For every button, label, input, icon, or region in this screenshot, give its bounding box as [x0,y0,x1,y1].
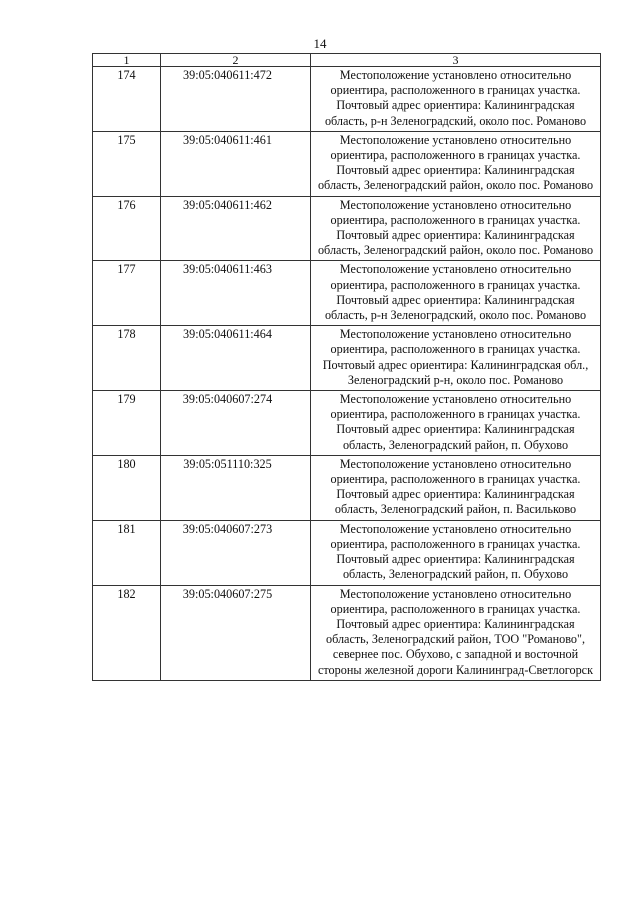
table-row [93,67,601,132]
description-line: Почтовый адрес ориентира: Калининградская [336,487,575,502]
description-line: ориентира, расположенного в границах участка. [330,83,581,98]
location-description [311,455,601,520]
description-line: ориентира, расположенного в границах участка. [330,536,581,551]
row-number: 175 [93,131,161,196]
cadastral-number: 39:05:040607:273 [161,520,311,585]
location-description [311,326,601,391]
table-row [93,455,601,520]
row-number: 181 [93,520,161,585]
description-line: область, р-н Зеленоградский, около пос. Романово [324,113,587,128]
description-line: Почтовый адрес ориентира: Калининградская [336,163,575,178]
description-line: Почтовый адрес ориентира: Калининградская [336,98,575,113]
description-line: Почтовый адрес ориентира: Калининградская [336,616,575,631]
description-line: ориентира, расположенного в границах участка. [330,342,581,357]
row-number: 179 [93,391,161,456]
description-line: Местоположение установлено относительно [339,586,572,601]
description-line: ориентира, расположенного в границах участка. [330,148,581,163]
cadastral-number: 39:05:040611:463 [161,261,311,326]
cadastral-number: 39:05:040607:274 [161,391,311,456]
description-line: ориентира, расположенного в границах участка. [330,212,581,227]
description-line: стороны железной дороги Калининград-Светлогорск [317,662,594,677]
row-number: 182 [93,585,161,680]
description-line: Местоположение установлено относительно [339,456,572,471]
description-line: севернее пос. Обухово, с западной и восточной [332,647,579,662]
row-number: 177 [93,261,161,326]
description-line: область, Зеленоградский район, около пос. Романово [317,178,594,193]
description-line: Местоположение установлено относительно [339,68,572,82]
description-line: Местоположение установлено относительно [339,262,572,277]
column-header-cadastral: 2 [161,54,311,67]
description-line: Местоположение установлено относительно [339,132,572,147]
cadastral-number: 39:05:040607:275 [161,585,311,680]
location-description [311,131,601,196]
column-header-description: 3 [311,54,601,67]
description-line: Почтовый адрес ориентира: Калининградская [336,228,575,243]
description-line: Почтовый адрес ориентира: Калининградская [336,422,575,437]
table-row [93,585,601,680]
table-row [93,261,601,326]
description-line: Почтовый адрес ориентира: Калининградская [336,552,575,567]
row-number: 180 [93,455,161,520]
table-row [93,196,601,261]
cadastral-number: 39:05:051110:325 [161,455,311,520]
description-line: область, Зеленоградский район, около пос. Романово [317,243,594,258]
page-number: 14 [313,36,327,51]
description-line: область, Зеленоградский район, п. Обухово [342,437,569,452]
description-line: Местоположение установлено относительно [339,197,572,212]
location-description [311,261,601,326]
table-row [93,391,601,456]
description-line: Почтовый адрес ориентира: Калининградская [336,292,575,307]
cadastral-number: 39:05:040611:464 [161,326,311,391]
row-number: 178 [93,326,161,391]
cadastral-number: 39:05:040611:462 [161,196,311,261]
location-description [311,67,601,132]
location-description [311,391,601,456]
location-description [311,196,601,261]
row-number: 176 [93,196,161,261]
description-line: область, р-н Зеленоградский, около пос. Романово [324,308,587,323]
cadastral-number: 39:05:040611:472 [161,67,311,132]
cadastral-number: 39:05:040611:461 [161,131,311,196]
table-row [93,520,601,585]
description-line: область, Зеленоградский район, ТОО "Романово", [325,632,586,647]
description-line: область, Зеленоградский район, п. Васильково [334,502,577,517]
description-line: Местоположение установлено относительно [339,327,572,342]
table-header-row [93,54,601,67]
description-line: ориентира, расположенного в границах участка. [330,277,581,292]
location-description [311,585,601,680]
table-body [93,67,601,681]
description-line: область, Зеленоградский район, п. Обухово [342,567,569,582]
description-line: ориентира, расположенного в границах участка. [330,407,581,422]
table-row [93,131,601,196]
description-line: Почтовый адрес ориентира: Калининградская обл., [322,357,589,372]
table-row [93,326,601,391]
parcels-table [92,53,601,681]
row-number: 174 [93,67,161,132]
description-line: Зеленоградский р-н, около пос. Романово [347,372,564,387]
description-line: ориентира, расположенного в границах участка. [330,601,581,616]
location-description [311,520,601,585]
column-header-number: 1 [93,54,161,67]
description-line: Местоположение установлено относительно [339,521,572,536]
description-line: ориентира, расположенного в границах участка. [330,472,581,487]
description-line: Местоположение установлено относительно [339,392,572,407]
